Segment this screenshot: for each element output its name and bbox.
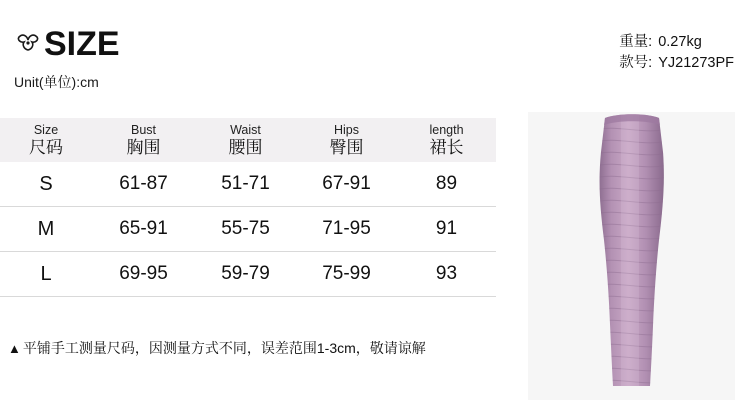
meta-value-weight: 0.27kg xyxy=(658,34,702,50)
column-header-size-cn: 尺码 xyxy=(29,137,63,157)
cell-size: L xyxy=(40,262,52,285)
column-header-size xyxy=(0,118,92,162)
meta-row-style-no xyxy=(619,53,734,74)
column-header-hips-en: Hips xyxy=(333,122,359,137)
cell-bust: 61-87 xyxy=(119,173,168,194)
table-header xyxy=(0,118,496,162)
cell-size: S xyxy=(39,172,53,195)
product-image-panel xyxy=(528,112,735,400)
measurement-disclaimer xyxy=(8,338,508,359)
brand-logo-icon xyxy=(14,30,42,58)
size-table xyxy=(0,118,496,297)
cell-bust: 65-91 xyxy=(119,218,168,239)
caret-up-icon: ▲ xyxy=(8,341,21,356)
column-header-hips-cn: 臀围 xyxy=(329,137,364,157)
size-chart xyxy=(0,118,496,297)
product-dress-image xyxy=(577,112,687,400)
column-header-waist-cn: 腰围 xyxy=(228,137,263,157)
measurement-disclaimer-text: 平铺手工测量尺码，因测量方式不同，误差范围1-3cm，敬请谅解 xyxy=(22,340,426,356)
cell-hips: 71-95 xyxy=(322,218,371,239)
column-header-bust xyxy=(92,118,195,162)
column-header-size-en: Size xyxy=(33,122,59,137)
cell-length: 89 xyxy=(435,173,458,194)
cell-waist: 55-75 xyxy=(221,218,270,239)
header xyxy=(0,0,750,95)
cell-bust: 69-95 xyxy=(119,263,168,284)
meta-label-style-no: 款号: xyxy=(619,55,653,71)
column-header-length-en: length xyxy=(429,122,464,137)
column-header-waist xyxy=(195,118,296,162)
meta-row-weight xyxy=(619,32,734,53)
column-header-length-cn: 裙长 xyxy=(429,137,464,157)
column-header-waist-en: Waist xyxy=(230,122,261,137)
cell-length: 93 xyxy=(435,263,458,284)
product-meta xyxy=(619,32,734,74)
cell-hips: 67-91 xyxy=(322,173,371,194)
column-header-length xyxy=(397,118,496,162)
cell-waist: 59-79 xyxy=(221,263,270,284)
column-header-bust-cn: 胸围 xyxy=(126,137,161,157)
cell-size: M xyxy=(37,217,55,240)
table-row xyxy=(0,207,496,252)
page-title: SIZE xyxy=(44,25,120,63)
cell-waist: 51-71 xyxy=(221,173,270,194)
unit-label: Unit(单位):cm xyxy=(14,74,99,90)
table-row xyxy=(0,252,496,297)
table-header-row xyxy=(0,118,496,162)
cell-hips: 75-99 xyxy=(322,263,371,284)
cell-length: 91 xyxy=(435,218,458,239)
meta-label-weight: 重量: xyxy=(619,34,653,50)
meta-value-style-no: YJ21273PF xyxy=(658,55,734,71)
table-body xyxy=(0,162,496,297)
column-header-hips xyxy=(296,118,397,162)
table-row xyxy=(0,162,496,207)
column-header-bust-en: Bust xyxy=(130,122,156,137)
